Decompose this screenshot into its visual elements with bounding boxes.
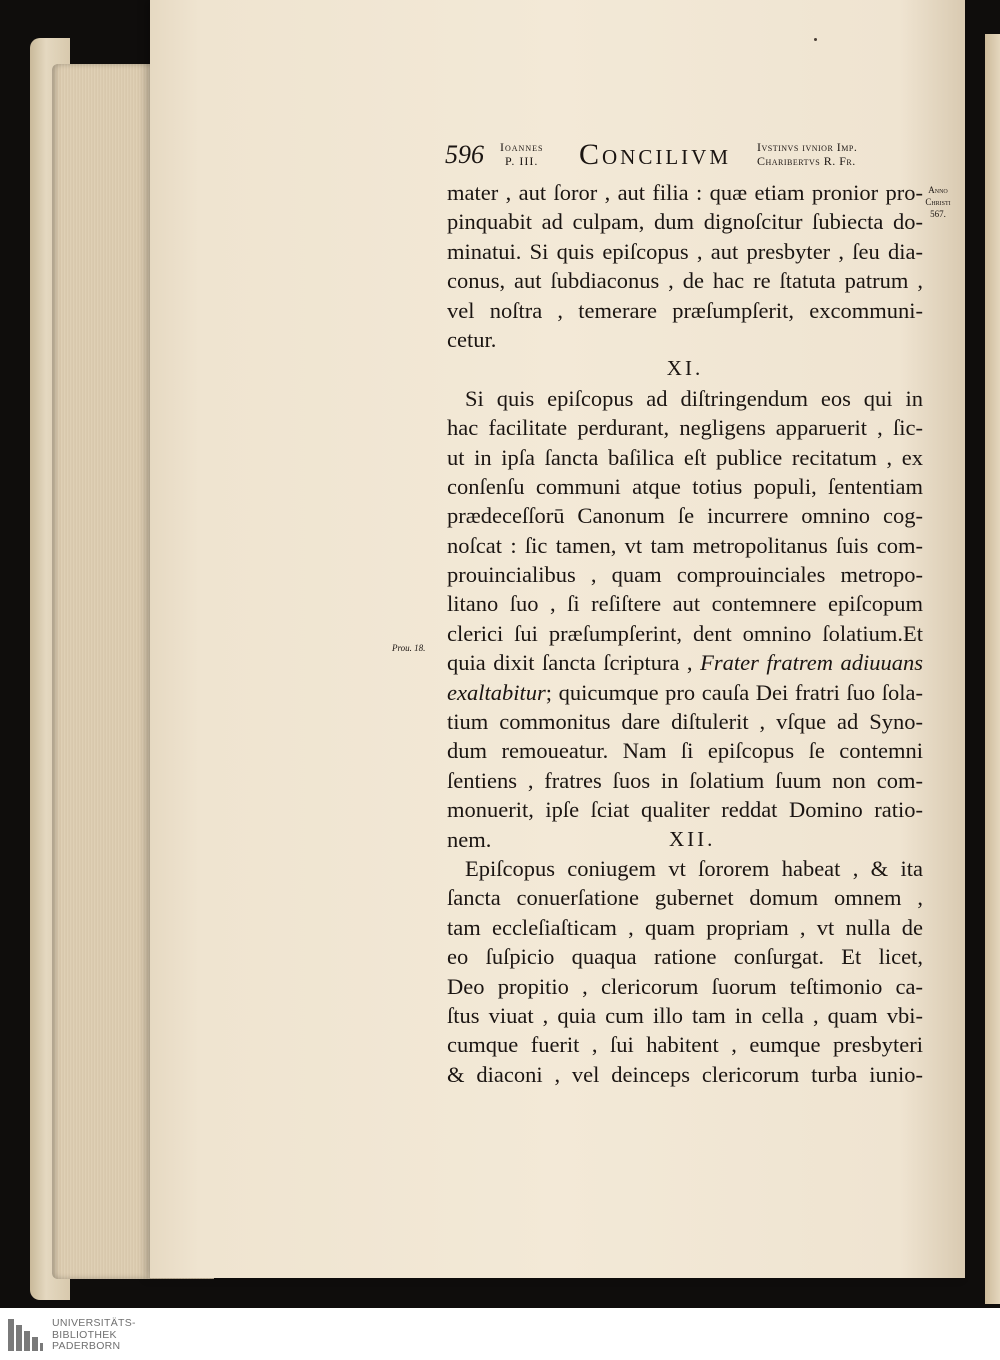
text-line: conus, aut ſubdiaconus , de hac re ſtatuta patrum , [447, 268, 923, 294]
scripture-quote: Frater fratrem adiuuans [700, 650, 924, 676]
text-line: eo ſuſpicio quaqua ratione conſurgat. Et licet, [447, 944, 923, 970]
text-segment: quia dixit ſancta ſcriptura , [447, 650, 693, 676]
text-line: minatui. Si quis epiſcopus , aut presbyter , ſeu dia- [447, 238, 923, 264]
running-head [445, 138, 895, 178]
text-line: monuerit, ipſe ſciat qualiter reddat Domino ratio- [447, 797, 923, 823]
text-line: ſentiens , fratres ſuos in ſolatium ſuum non com- [447, 767, 923, 793]
text-segment: nem. [447, 826, 492, 852]
library-name [52, 1318, 136, 1353]
text-line [447, 678, 923, 707]
text-line [447, 648, 923, 677]
canon-heading-xii: XII. [669, 826, 716, 851]
text-line: dum remoueatur. Nam ſi epiſcopus ſe contemni [447, 738, 923, 764]
page-number: 596 [445, 140, 484, 169]
running-head-right-line2: Charibertvs R. Fr. [757, 154, 856, 168]
text-line: cetur. [447, 326, 497, 352]
library-name-line3: PADERBORN [52, 1340, 121, 1352]
margin-note-year [918, 184, 958, 220]
running-head-title: Concilivm [579, 138, 731, 171]
running-head-left-line1: Ioannes [500, 140, 544, 154]
running-head-right-line1: Ivstinvs ivnior Imp. [757, 140, 858, 154]
running-head-right [757, 140, 857, 168]
library-footer [0, 1308, 1000, 1360]
text-line: vel noſtra , temerare præſumpſerit, excommuni- [447, 297, 923, 323]
text-line: tium commonitus dare diſtulerit , vſque ad Syno- [447, 709, 923, 735]
facing-page-edge [985, 34, 1000, 1304]
text-line: conſenſu communi atque totius populi, ſententiam [447, 473, 923, 499]
text-line: pinquabit ad culpam, dum dignoſcitur ſubiecta do- [447, 209, 923, 235]
text-line: Si quis epiſcopus ad diſtringendum eos qui in [465, 385, 923, 411]
text-line: & diaconi , vel deinceps clericorum turba iunio- [447, 1061, 923, 1087]
text-line: cumque fuerit , ſui habitent , eumque presbyteri [447, 1032, 923, 1058]
text-line: ut in ipſa ſancta baſilica eſt publice recitatum , ex [447, 444, 923, 470]
canon-heading-xi: XI. [666, 356, 704, 381]
margin-note-line1: Anno [928, 185, 948, 195]
text-line: mater , aut ſoror , aut filia : quæ etiam pronior pro- [447, 180, 923, 205]
text-line: clerici ſui præſumpſerint, dent omnino ſolatium.Et [447, 620, 923, 646]
ink-speck [814, 38, 817, 41]
text-line: prouincialibus , quam comprouinciales metropo- [447, 562, 923, 588]
text-line: ſtus viuat , quia cum illo tam in cella , quam vbi- [447, 1002, 923, 1028]
library-name-line2: BIBLIOTHEK [52, 1328, 117, 1341]
text-line: prædeceſſorū Canonum ſe incurrere omnino cog- [447, 503, 923, 529]
text-line-with-heading [447, 825, 923, 854]
body-text [447, 178, 923, 1089]
text-line: noſcat : ſic tamen, vt tam metropolitanus ſuis com- [447, 532, 923, 558]
text-segment: ; quicumque pro cauſa Dei fratri ſuo ſola- [545, 679, 923, 705]
text-line: Deo propitio , clericorum ſuorum teſtimonio ca- [447, 973, 923, 999]
text-line: hac facilitate perdurant, negligens apparuerit , ſic- [447, 415, 923, 441]
running-head-left-line2: P. III. [505, 154, 539, 168]
margin-note-line3: 567. [930, 209, 946, 219]
text-line: Epiſcopus coniugem vt ſororem habeat , & ita [465, 855, 923, 881]
margin-note-reference: Prou. 18. [392, 643, 426, 653]
text-line: ſancta conuerſatione gubernet domum omnem , [447, 885, 923, 911]
library-logo-icon [6, 1317, 44, 1353]
running-head-left [500, 140, 543, 168]
library-name-line1: UNIVERSITÄTS- [52, 1317, 136, 1329]
text-line: litano ſuo , ſi reſiſtere aut contemnere epiſcopum [447, 591, 923, 617]
scripture-quote-end: exaltabitur [447, 679, 546, 705]
margin-note-line2: Christi [925, 197, 951, 207]
text-line: tam eccleſiaſticam , quam propriam , vt nulla de [447, 914, 923, 940]
